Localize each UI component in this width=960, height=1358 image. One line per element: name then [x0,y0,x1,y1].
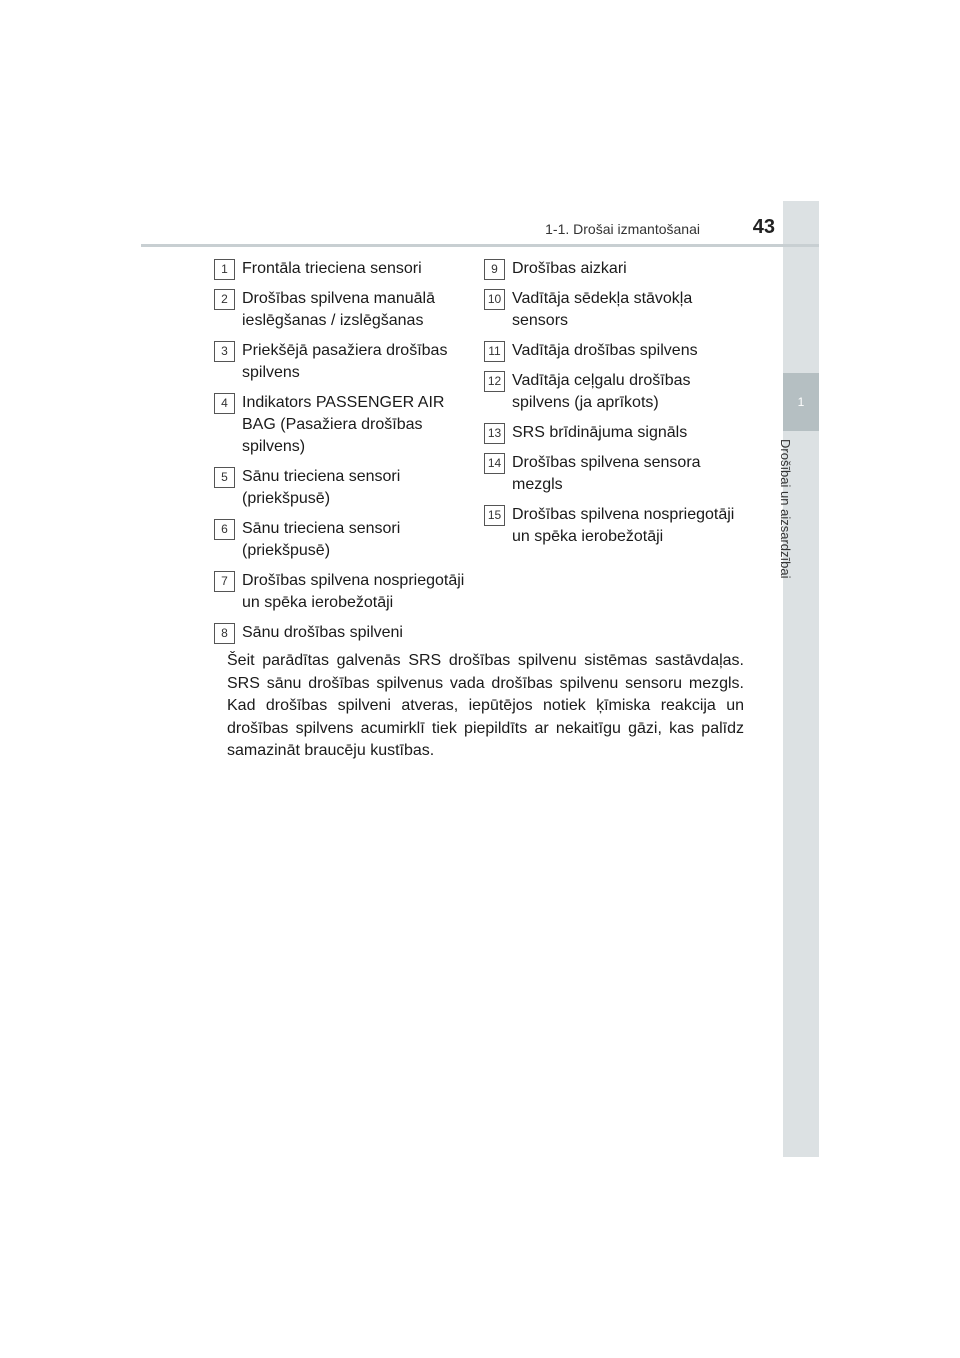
legend-label: Sānu trieciena sensori (priekšpusē) [242,468,401,507]
legend-label: Vadītāja sēdekļa stāvokļa sensors [512,290,693,329]
legend-column-right [484,258,744,556]
legend-label: SRS brīdinājuma signāls [512,424,688,441]
legend-label: Priekšējā pasažiera drošības spilvens [242,342,448,381]
section-title: 1-1. Drošai izmantošanai [545,221,700,237]
legend-column-left [214,258,474,652]
legend-label: Vadītāja ceļgalu drošības spilvens (ja aprīkots) [512,372,691,411]
chapter-title: Drošībai un aizsardzībai [778,439,793,579]
number-badge: 8 [214,623,235,644]
legend-item [484,452,744,496]
legend-item [214,466,474,510]
legend-item [214,340,474,384]
legend-label: Frontāla trieciena sensori [242,260,422,277]
legend-label: Drošības spilvena manuālā ieslēgšanas / izslēgšanas [242,290,435,329]
number-badge: 13 [484,423,505,444]
legend-label: Drošības spilvena nospriegotāji un spēka ierobežotāji [512,506,735,545]
legend-item [214,622,474,644]
legend-label: Drošības aizkari [512,260,627,277]
legend-item [484,504,744,548]
page-number: 43 [752,216,775,238]
legend-item [214,288,474,332]
chapter-number-tab: 1 [783,373,819,431]
number-badge: 9 [484,259,505,280]
number-badge: 12 [484,371,505,392]
number-badge: 5 [214,467,235,488]
legend-label: Sānu trieciena sensori (priekšpusē) [242,520,401,559]
number-badge: 4 [214,393,235,414]
chapter-sidebar [778,201,819,1157]
legend-label: Drošības spilvena sensora mezgls [512,454,701,493]
header-divider [141,244,819,247]
legend-item [484,258,744,280]
number-badge: 10 [484,289,505,310]
legend-label: Sānu drošības spilveni [242,624,403,641]
legend-item [484,370,744,414]
legend-item [484,288,744,332]
number-badge: 6 [214,519,235,540]
legend-label: Vadītāja drošības spilvens [512,342,698,359]
number-badge: 15 [484,505,505,526]
legend-item [484,340,744,362]
legend-item [484,422,744,444]
number-badge: 1 [214,259,235,280]
body-paragraph: Šeit parādītas galvenās SRS drošības spilvenu sistēmas sastāvdaļas. SRS sānu drošības spilvenus vada drošības spilvenu sensoru mezgls. Kad drošības spilveni atveras, iepūtējos notiek ķīmiska reakcija un drošības spilvens acumirklī tiek piepildīts ar nekaitīgu gāzi, kas palīdz samazināt braucēju kustības. [227,652,744,759]
legend-label: Indikators PASSENGER AIR BAG (Pasažiera drošības spilvens) [242,394,445,455]
legend-item [214,392,474,458]
legend-item [214,518,474,562]
number-badge: 14 [484,453,505,474]
legend-label: Drošības spilvena nospriegotāji un spēka ierobežotāji [242,572,465,611]
number-badge: 7 [214,571,235,592]
number-badge: 2 [214,289,235,310]
legend-item [214,570,474,614]
number-badge: 11 [484,341,505,362]
number-badge: 3 [214,341,235,362]
legend-item [214,258,474,280]
